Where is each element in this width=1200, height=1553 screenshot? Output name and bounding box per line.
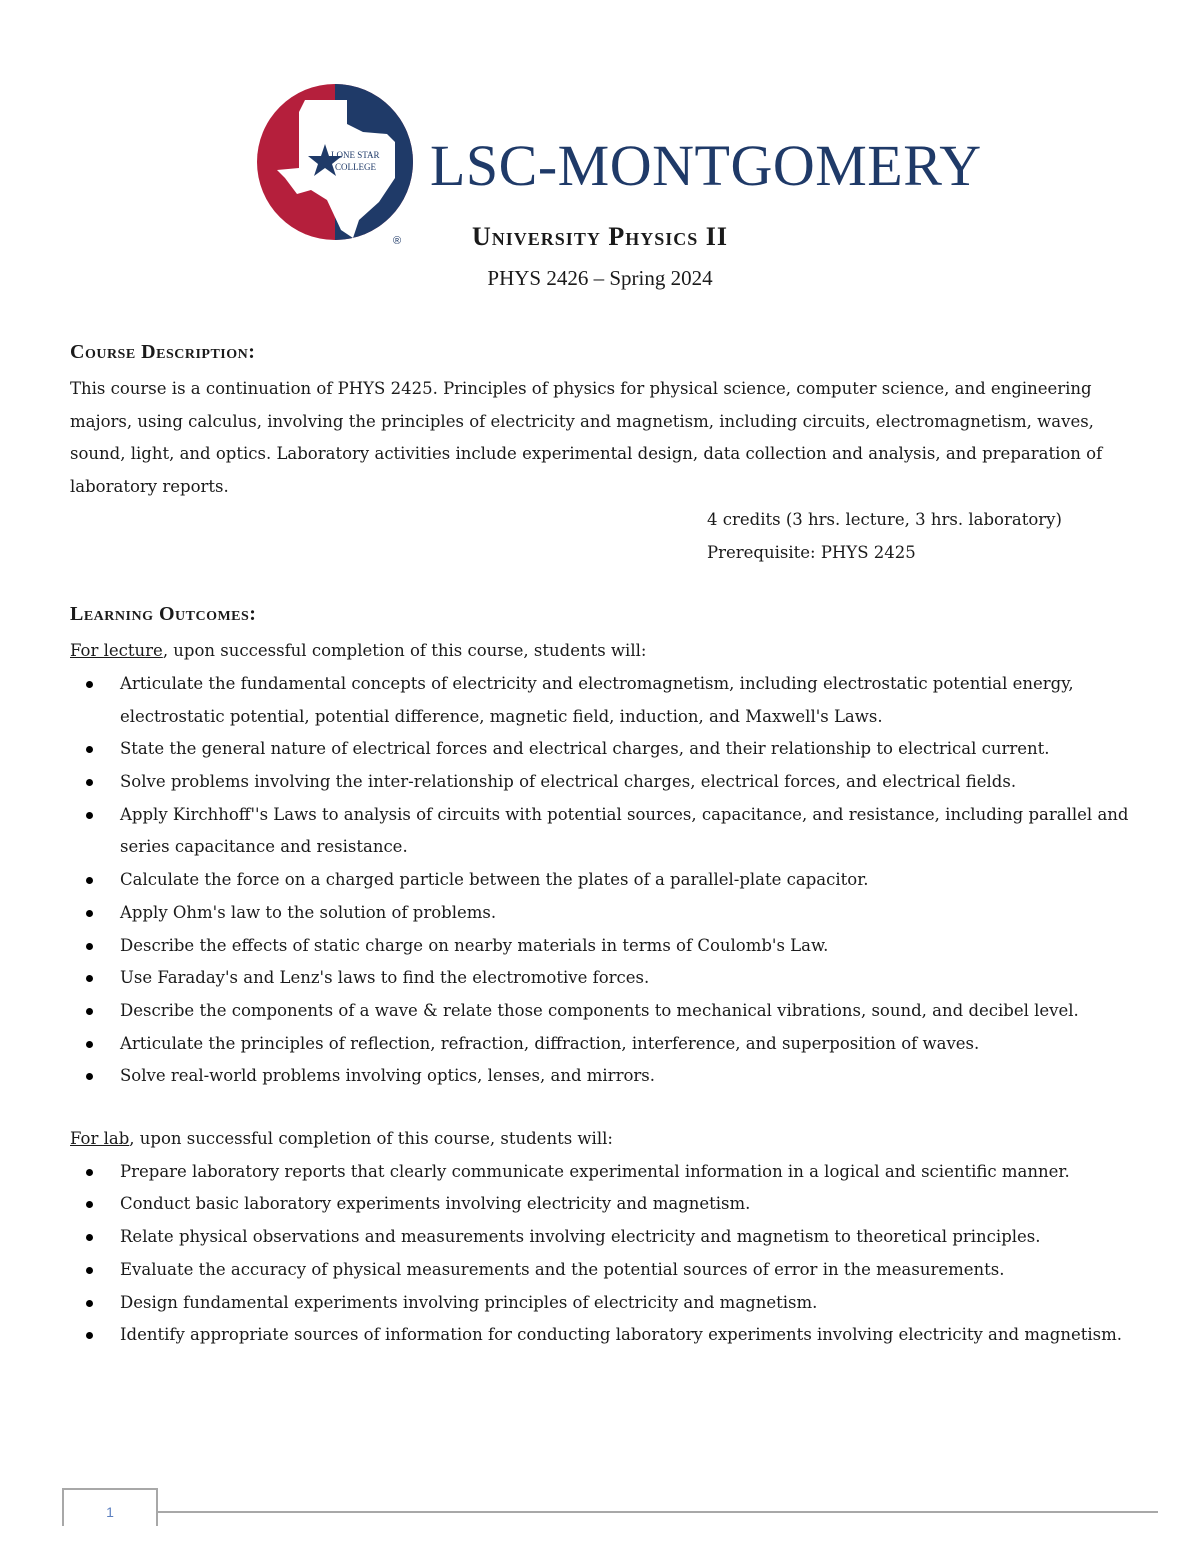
list-item: Design fundamental experiments involving principles of electricity and magnetism. <box>70 1287 1140 1320</box>
learning-outcomes-heading: Learning Outcomes: <box>70 603 257 626</box>
brand-name: LSC-MONTGOMERY <box>430 133 982 198</box>
course-description-text: This course is a continuation of PHYS 2425. Principles of physics for physical science, computer science, and engineering majors, using calculus, involving the principles of electricity and magnetism, including circuits, electromagnetism, waves, sound, light, and optics. Laboratory activities include experimental design, data collection and analysis, and preparation of laboratory reports. <box>70 379 1103 497</box>
bullet-icon <box>86 1300 93 1307</box>
lab-outcomes-lead <box>70 1123 1140 1156</box>
bullet-icon <box>86 1169 93 1176</box>
list-item: Prepare laboratory reports that clearly communicate experimental information in a logical and scientific manner. <box>70 1156 1140 1189</box>
credits-text: 4 credits (3 hrs. lecture, 3 hrs. laboratory) <box>707 509 1062 529</box>
bullet-icon <box>86 1008 93 1015</box>
bullet-icon <box>86 1041 93 1048</box>
bullet-icon <box>86 910 93 917</box>
list-item: Identify appropriate sources of information for conducting laboratory experiments involving electricity and magnetism. <box>70 1319 1140 1352</box>
bullet-icon <box>86 943 93 950</box>
lecture-outcomes-list <box>70 668 1140 1093</box>
course-subtitle: PHYS 2426 – Spring 2024 <box>487 266 713 290</box>
bullet-icon <box>86 681 93 688</box>
lecture-lead-rest: , upon successful completion of this course, students will: <box>162 641 647 661</box>
list-item: Articulate the fundamental concepts of electricity and electromagnetism, including electrostatic potential energy, electrostatic potential, potential difference, magnetic field, induction, and Maxwell's Laws. <box>70 668 1140 733</box>
list-item: Use Faraday's and Lenz's laws to find the electromotive forces. <box>70 962 1140 995</box>
bullet-icon <box>86 1267 93 1274</box>
seal-text-1: LONE STAR <box>331 150 380 160</box>
course-description-heading: Course Description: <box>70 341 256 363</box>
bullet-icon <box>86 746 93 753</box>
lecture-lead-underlined: For lecture <box>70 641 163 661</box>
page-title: University Physics II <box>472 222 728 251</box>
bullet-icon <box>86 877 93 884</box>
list-item: State the general nature of electrical forces and electrical charges, and their relationship to electrical current. <box>70 733 1140 766</box>
bullet-icon <box>86 1332 93 1339</box>
seal-text-2: COLLEGE <box>335 162 376 172</box>
list-item: Calculate the force on a charged particle between the plates of a parallel-plate capacitor. <box>70 864 1140 897</box>
footer-divider <box>62 1511 1158 1513</box>
list-item: Conduct basic laboratory experiments involving electricity and magnetism. <box>70 1188 1140 1221</box>
bullet-icon <box>86 975 93 982</box>
list-item: Apply Ohm's law to the solution of problems. <box>70 897 1140 930</box>
list-item: Apply Kirchhoff''s Laws to analysis of circuits with potential sources, capacitance, and resistance, including parallel and series capacitance and resistance. <box>70 799 1140 864</box>
page-number: 1 <box>62 1488 158 1526</box>
bullet-icon <box>86 1073 93 1080</box>
lab-lead-rest: , upon successful completion of this course, students will: <box>129 1129 613 1149</box>
list-item: Articulate the principles of reflection, refraction, diffraction, interference, and superposition of waves. <box>70 1028 1140 1061</box>
document-body <box>70 337 1140 1352</box>
bullet-icon <box>86 779 93 786</box>
list-item: Solve real-world problems involving optics, lenses, and mirrors. <box>70 1060 1140 1093</box>
list-item: Describe the components of a wave & relate those components to mechanical vibrations, sound, and decibel level. <box>70 995 1140 1028</box>
list-item: Relate physical observations and measurements involving electricity and magnetism to theoretical principles. <box>70 1221 1140 1254</box>
lab-lead-underlined: For lab <box>70 1129 130 1149</box>
registered-mark: ® <box>393 235 402 247</box>
bullet-icon <box>86 1201 93 1208</box>
lecture-outcomes-lead <box>70 635 1140 668</box>
list-item: Evaluate the accuracy of physical measurements and the potential sources of error in the measurements. <box>70 1254 1140 1287</box>
bullet-icon <box>86 1234 93 1241</box>
list-item: Describe the effects of static charge on nearby materials in terms of Coulomb's Law. <box>70 930 1140 963</box>
lab-outcomes-list <box>70 1156 1140 1352</box>
page-footer <box>0 1488 1200 1528</box>
prerequisite-text: Prerequisite: PHYS 2425 <box>707 542 916 562</box>
list-item: Solve problems involving the inter-relationship of electrical charges, electrical forces, and electrical fields. <box>70 766 1140 799</box>
bullet-icon <box>86 812 93 819</box>
